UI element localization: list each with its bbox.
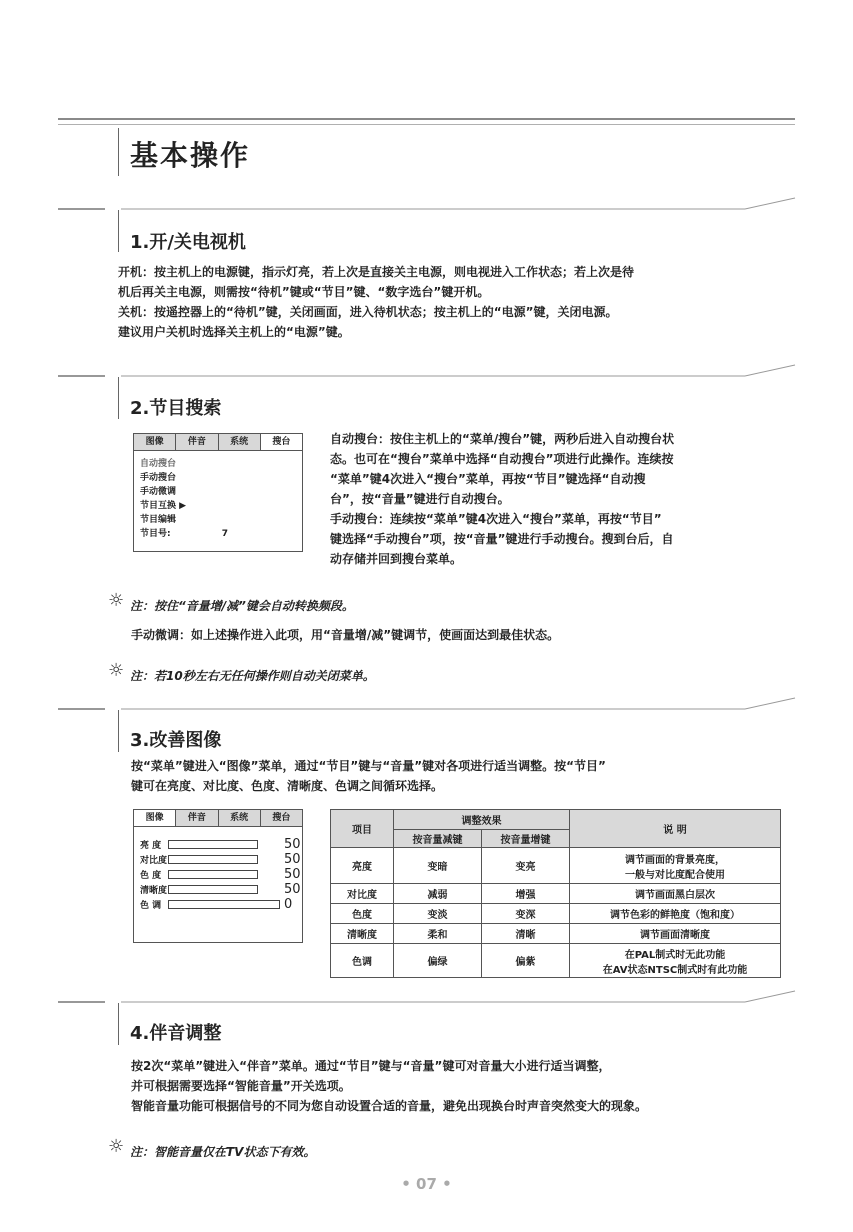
table-cell-desc	[570, 944, 781, 978]
osd-tab-picture: 图像	[134, 434, 176, 450]
osd-brightness-row	[134, 837, 302, 852]
section2-line: 手动搜台：连续按“菜单”键4次进入“搜台”菜单，再按“节目”	[330, 512, 662, 526]
table-desc-line: 在AV状态NTSC制式时有此功能	[602, 964, 748, 976]
section4-line: 按2次“菜单”键进入“伴音”菜单。通过“节目”键与“音量”键可对音量大小进行适当调整，	[131, 1059, 611, 1073]
osd-level-bar	[168, 840, 258, 849]
section2-line: 态。也可在“搜台”菜单中选择“自动搜台”项进行此操作。连续按	[330, 452, 674, 466]
osd-program-value: 7	[221, 529, 229, 539]
table-cell-inc: 偏紫	[482, 944, 570, 978]
osd-sharpness-row	[134, 882, 302, 897]
table-header-desc: 说 明	[570, 810, 781, 848]
osd-row-label: 色 度	[140, 871, 162, 881]
section3-title: 3.改善图像	[130, 730, 222, 751]
table-cell-dec: 变淡	[394, 904, 482, 924]
section1-line: 机后再关主电源，则需按“待机”键或“节目”键、“数字选台”键开机。	[118, 285, 490, 299]
osd-tab-system: 系统	[219, 810, 261, 826]
section3-bar	[118, 710, 119, 752]
section1-body	[118, 262, 798, 342]
osd-row-value: 0	[284, 897, 293, 912]
osd-item-program-number	[134, 527, 302, 541]
osd-row-value: 50	[284, 882, 301, 897]
osd-tab-bar	[134, 810, 302, 827]
section3-separator	[55, 695, 800, 715]
note-sun-icon: ☼	[108, 590, 125, 611]
osd-item-auto-tune: 自动搜台	[140, 459, 177, 469]
section2-line: 键选择“手动搜台”项，按“音量”键进行手动搜台。搜到台后，自	[330, 532, 674, 546]
table-cell-desc: 调节画面清晰度	[570, 924, 781, 944]
table-row	[331, 848, 781, 884]
osd-level-bar	[168, 885, 258, 894]
section1-title: 1.开/关电视机	[130, 232, 246, 253]
section1-line: 建议用户关机时选择关主机上的“电源”键。	[118, 325, 350, 339]
table-cell-desc	[570, 848, 781, 884]
section1-separator	[55, 195, 800, 215]
picture-osd-menu	[133, 809, 303, 943]
table-cell-dec: 变暗	[394, 848, 482, 884]
osd-tab-tuning: 搜台	[261, 810, 302, 826]
osd-tab-sound: 伴音	[176, 810, 218, 826]
table-cell-item: 对比度	[331, 884, 394, 904]
table-desc-line: 在PAL制式时无此功能	[624, 949, 726, 961]
osd-tab-tuning: 搜台	[261, 434, 302, 450]
header-rule	[58, 118, 795, 120]
note-sun-icon: ☼	[108, 1136, 125, 1157]
section4-note: 注：智能音量仅在TV状态下有效。	[130, 1145, 316, 1159]
osd-level-bar	[168, 900, 280, 909]
page-title: 基本操作	[130, 139, 251, 172]
picture-adjust-table	[330, 809, 781, 978]
osd-item-swap: 节目互换 ▶	[140, 501, 187, 511]
osd-tint-row	[134, 897, 302, 912]
header-rule-thin	[58, 124, 795, 125]
section2-line: 动存储并回到搜台菜单。	[330, 552, 463, 566]
osd-color-row	[134, 867, 302, 882]
section1-line: 关机：按遥控器上的“待机”键，关闭画面，进入待机状态；按主机上的“电源”键，关闭电源。	[118, 305, 618, 319]
table-cell-item: 清晰度	[331, 924, 394, 944]
osd-row-label: 对比度	[140, 856, 168, 866]
table-row	[331, 904, 781, 924]
table-row	[331, 944, 781, 978]
table-cell-item: 色度	[331, 904, 394, 924]
section3-line: 按“菜单”键进入“图像”菜单，通过“节目”键与“音量”键对各项进行适当调整。按“节目”	[131, 759, 606, 773]
section1-bar	[118, 210, 119, 252]
osd-row-value: 50	[284, 867, 301, 882]
section1-line: 开机：按主机上的电源键，指示灯亮，若上次是直接关主电源，则电视进入工作状态；若上次是待	[118, 265, 635, 279]
table-cell-dec: 减弱	[394, 884, 482, 904]
osd-row-value: 50	[284, 837, 301, 852]
section4-bar	[118, 1003, 119, 1045]
section2-fine-tune: 手动微调：如上述操作进入此项，用“音量增/减”键调节，使画面达到最佳状态。	[131, 628, 560, 642]
table-header-dec: 按音量减键	[394, 830, 482, 848]
table-row	[331, 884, 781, 904]
osd-row-value: 50	[284, 852, 301, 867]
table-cell-inc: 变亮	[482, 848, 570, 884]
osd-tab-system: 系统	[219, 434, 261, 450]
table-header-effect: 调整效果	[394, 810, 570, 830]
table-cell-inc: 变深	[482, 904, 570, 924]
table-desc-line: 调节画面的背景亮度，	[625, 854, 725, 866]
section3-body	[131, 756, 796, 796]
table-cell-dec: 偏绿	[394, 944, 482, 978]
osd-row-label: 清晰度	[140, 886, 168, 896]
osd-tab-picture: 图像	[134, 810, 176, 826]
osd-item-manual-tune: 手动搜台	[140, 473, 177, 483]
section2-separator	[55, 362, 800, 382]
table-desc-line: 一般与对比度配合使用	[625, 869, 725, 881]
table-cell-inc: 增强	[482, 884, 570, 904]
table-row	[331, 924, 781, 944]
table-header-inc: 按音量增键	[482, 830, 570, 848]
table-header-item: 项目	[331, 810, 394, 848]
section2-note2: 注：若10秒左右无任何操作则自动关闭菜单。	[130, 669, 375, 683]
table-cell-desc: 调节画面黑白层次	[570, 884, 781, 904]
section2-line: “菜单”键4次进入“搜台”菜单，再按“节目”键选择“自动搜	[330, 472, 646, 486]
osd-program-label: 节目号:	[140, 529, 171, 539]
section4-line: 智能音量功能可根据信号的不同为您自动设置合适的音量，避免出现换台时声音突然变大的现象。	[131, 1099, 648, 1113]
table-cell-inc: 清晰	[482, 924, 570, 944]
section2-line: 自动搜台：按住主机上的“菜单/搜台”键，两秒后进入自动搜台状	[330, 432, 675, 446]
section4-separator	[55, 988, 800, 1008]
osd-contrast-row	[134, 852, 302, 867]
osd-row-label: 色 调	[140, 901, 162, 911]
table-cell-item: 色调	[331, 944, 394, 978]
osd-row-label: 亮 度	[140, 841, 162, 851]
section4-body	[131, 1056, 796, 1116]
section4-title: 4.伴音调整	[130, 1023, 222, 1044]
section2-note1: 注：按住“音量增/减”键会自动转换频段。	[130, 599, 354, 613]
tuning-osd-menu	[133, 433, 303, 552]
section2-bar	[118, 377, 119, 419]
note-sun-icon: ☼	[108, 660, 125, 681]
table-cell-item: 亮度	[331, 848, 394, 884]
page-number: • 07 •	[401, 1175, 452, 1193]
osd-level-bar	[168, 855, 258, 864]
table-cell-dec: 柔和	[394, 924, 482, 944]
osd-tab-sound: 伴音	[176, 434, 218, 450]
osd-level-bar	[168, 870, 258, 879]
osd-item-fine-tune: 手动微调	[140, 487, 177, 497]
osd-tab-bar	[134, 434, 302, 451]
osd-item-edit: 节目编辑	[140, 515, 177, 525]
section3-line: 键可在亮度、对比度、色度、清晰度、色调之间循环选择。	[131, 779, 444, 793]
section2-title: 2.节目搜索	[130, 398, 222, 419]
section4-line: 并可根据需要选择“智能音量”开关选项。	[131, 1079, 351, 1093]
title-divider	[118, 128, 119, 176]
section2-body	[330, 429, 790, 569]
section2-line: 台”，按“音量”键进行自动搜台。	[330, 492, 510, 506]
table-cell-desc: 调节色彩的鲜艳度（饱和度）	[570, 904, 781, 924]
